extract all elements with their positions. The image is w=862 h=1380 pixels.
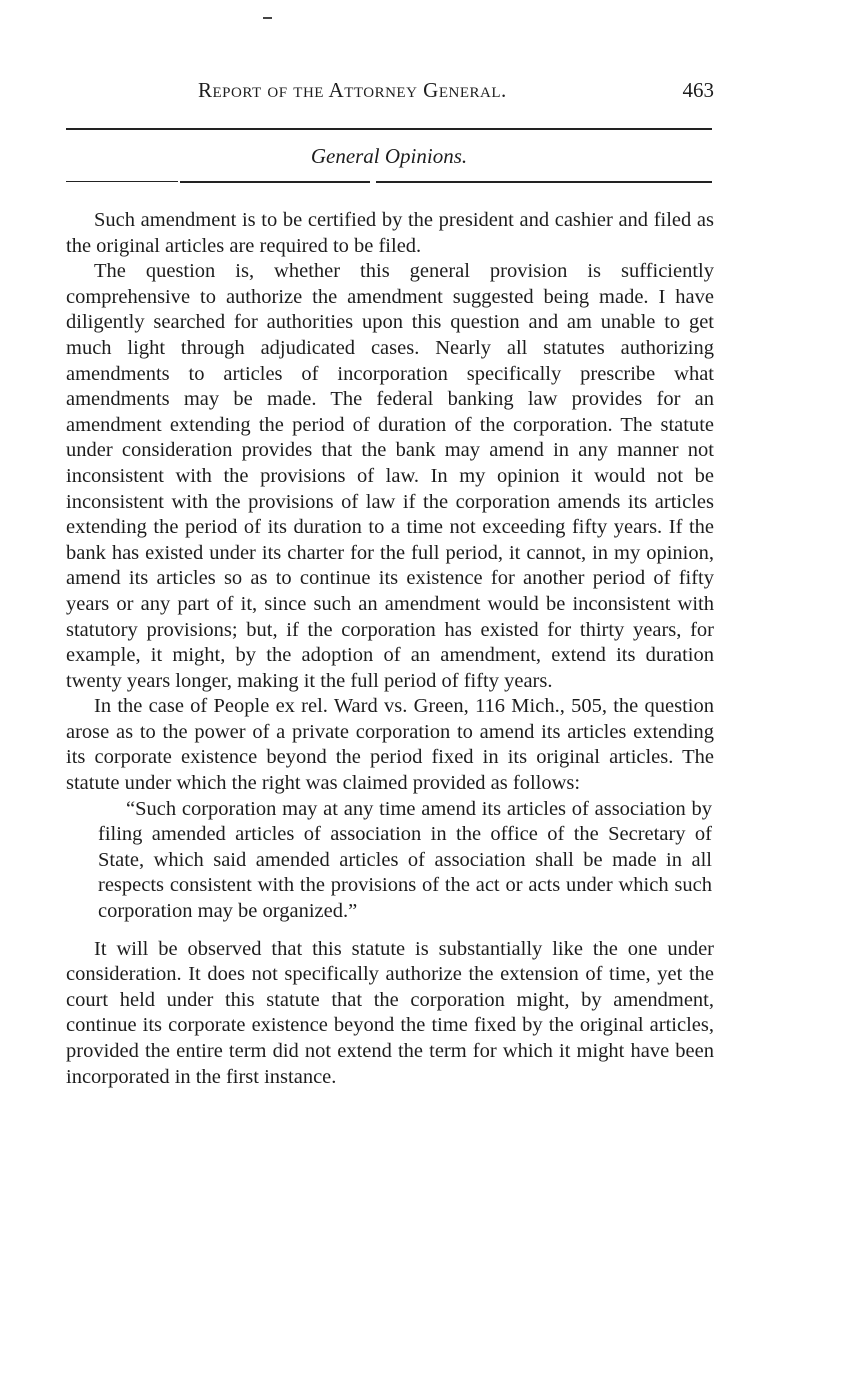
stray-dash-mark — [263, 17, 272, 19]
page-number: 463 — [682, 78, 714, 102]
block-quote-statute: “Such corporation may at any time amend its articles of association by filing amended articles of association in the office of the Secretary of State, which said amended articles of association shall be made in all respects consistent with the provisions of the act or acts under which such corporation may be organized.” — [98, 797, 712, 923]
section-rule-right — [376, 181, 712, 183]
paragraph-conclusion: It will be observed that this statute is substantially like the one under consideration. It does not specifically authorize the extension of time, yet the court held under this statute that the corporation might, by amendment, continue its corporate existence beyond the time fixed by the original articles, provided the entire term did not extend the term for which it might have been incorporated in the first instance. — [66, 937, 714, 1088]
paragraph-amendment-certification: Such amendment is to be certified by the president and cashier and filed as the original articles are required to be filed. — [66, 209, 714, 257]
paragraph-question: The question is, whether this general provision is sufficiently comprehensive to authorize the amendment suggested being made. I have diligently searched for authorities upon this question and am unable to get much light through adjudicated cases. Nearly all statutes authorizing amendments to articles of incorporation specifically prescribe what amendments may be made. The federal banking law provides for an amendment extending the period of duration of the corporation. The statute under consideration provides that the bank may amend in any manner not inconsistent with the provisions of law. In my opinion it would not be inconsistent with the provisions of law if the corporation amends its articles extending the period of its duration to a time not exceeding fifty years. If the bank has existed under its charter for the full period, it cannot, in my opinion, amend its articles so as to continue its existence for another period of fifty years or any part of it, since such an amendment would be inconsistent with statutory provisions; but, if the corporation has existed for thirty years, for example, it might, by the adoption of an amendment, extend its duration twenty years longer, making it the full period of fifty years. — [66, 260, 714, 692]
header-rule — [66, 128, 712, 130]
section-rule-left — [180, 181, 370, 183]
paragraph-case-citation: In the case of People ex rel. Ward vs. Green, 116 Mich., 505, the question arose as to the power of a private corporation to amend its articles extending its corporate existence beyond the period fixed in its original articles. The statute under which the right was claimed provided as follows: — [66, 695, 714, 795]
section-title: General Opinions. — [310, 144, 468, 168]
body-text — [66, 208, 714, 1090]
running-title: Report of the Attorney General. — [198, 78, 507, 102]
page-header — [66, 78, 714, 108]
section-rule-lead — [66, 181, 178, 182]
